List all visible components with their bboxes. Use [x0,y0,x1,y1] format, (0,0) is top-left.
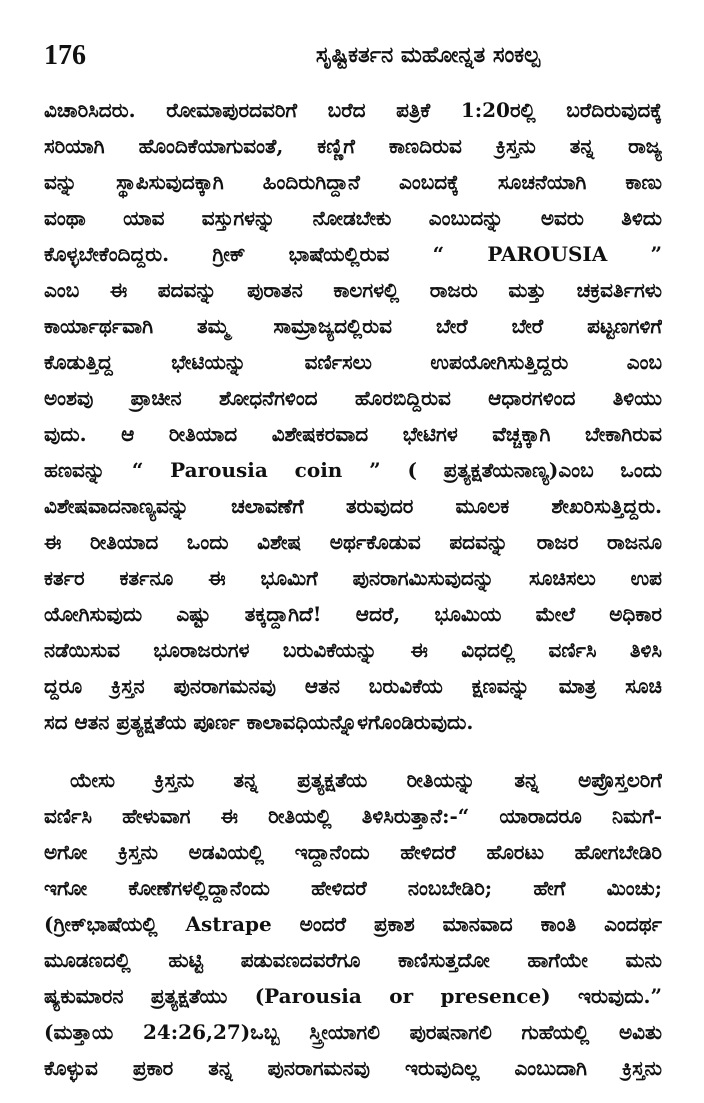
text-line: ಕರ್ತರ ಕರ್ತನೂ ಈ ಭೂಮಿಗೆ ಪುನರಾಗಮಿಸುವುದನ್ನು ಸೂಚಿಸಲು ಉಪ [44,566,662,590]
body-text [44,92,662,1086]
text-line: ಯೋಗಿಸುವುದು ಎಷ್ಟು ತಕ್ಕದ್ದಾಗಿದೆ! ಆದರೆ, ಭೂಮಿಯ ಮೇಲೆ ಅಧಿಕಾರ [44,602,662,626]
text-line: ಮೂಡಣದಲ್ಲಿ ಹುಟ್ಟಿ ಪಡುವಣದವರೆಗೂ ಕಾಣಿಸುತ್ತದೋ ಹಾಗೆಯೇ ಮನು [44,948,662,972]
text-line: ನಡೆಯಿಸುವ ಭೂರಾಜರುಗಳ ಬರುವಿಕೆಯನ್ನು ಈ ವಿಧದಲ್ಲಿ ವರ್ಣಿಸಿ ತಿಳಿಸಿ [44,638,662,662]
text-line: ವಿಶೇಷವಾದನಾಣ್ಯವನ್ನು ಚಲಾವಣೆಗೆ ತರುವುದರ ಮೂಲಕ ಶೇಖರಿಸುತ್ತಿದ್ದರು. [44,494,662,518]
page-number: 176 [44,40,86,71]
text-line: ಈ ರೀತಿಯಾದ ಒಂದು ವಿಶೇಷ ಅರ್ಥಕೊಡುವ ಪದವನ್ನು ರಾಜರ ರಾಜನೂ [44,530,662,554]
text-line: ವಿಚಾರಿಸಿದರು. ರೋಮಾಪುರದವರಿಗೆ ಬರೆದ ಪತ್ರಿಕೆ 1:20ರಲ್ಲಿ ಬರೆದಿರುವುದಕ್ಕೆ [44,98,662,122]
text-line: ಕಾರ್ಯಾರ್ಥವಾಗಿ ತಮ್ಮ ಸಾಮ್ರಾಜ್ಯದಲ್ಲಿರುವ ಬೇರೆ ಬೇರೆ ಪಟ್ಟಣಗಳಿಗೆ [44,314,662,338]
text-line: ವರ್ಣಿಸಿ ಹೇಳುವಾಗ ಈ ರೀತಿಯಲ್ಲಿ ತಿಳಿಸಿರುತ್ತಾನೆ:-“ ಯಾರಾದರೂ ನಿಮಗೆ- [44,804,662,828]
text-line: ಕೊಳ್ಳುವ ಪ್ರಕಾರ ತನ್ನ ಪುನರಾಗಮನವು ಇರುವುದಿಲ್ಲ ಎಂಬುದಾಗಿ ಕ್ರಿಸ್ತನು [44,1056,662,1080]
running-title: ಸೃಷ್ಟಿಕರ್ತನ ಮಹೋನ್ನತ ಸಂಕಲ್ಪ [315,42,541,68]
text-line: ದ್ದರೂ ಕ್ರಿಸ್ತನ ಪುನರಾಗಮನವು ಆತನ ಬರುವಿಕೆಯ ಕ್ಷಣವನ್ನು ಮಾತ್ರ ಸೂಚಿ [44,674,662,698]
text-line: ಯೇಸು ಕ್ರಿಸ್ತನು ತನ್ನ ಪ್ರತ್ಯಕ್ಷತೆಯ ರೀತಿಯನ್ನು ತನ್ನ ಅಪ್ರೊಸ್ತಲರಿಗೆ [70,768,662,792]
text-line: ಸರಿಯಾಗಿ ಹೊಂದಿಕೆಯಾಗುವಂತೆ, ಕಣ್ಣಿಗೆ ಕಾಣದಿರುವ ಕ್ರಿಸ್ತನು ತನ್ನ ರಾಜ್ಯ [44,134,662,158]
text-line: ಕೊಳ್ಳಬೇಕೆಂದಿದ್ದರು. ಗ್ರೀಕ್ ಭಾಷೆಯಲ್ಲಿರುವ “ PAROUSIA ” [44,242,662,266]
text-line: ವುದು. ಆ ರೀತಿಯಾದ ವಿಶೇಷಕರವಾದ ಭೇಟಿಗಳ ವೆಚ್ಚಕ್ಕಾಗಿ ಬೇಕಾಗಿರುವ [44,422,662,446]
text-line: ಎಂಬ ಈ ಪದವನ್ನು ಪುರಾತನ ಕಾಲಗಳಲ್ಲಿ ರಾಜರು ಮತ್ತು ಚಕ್ರವರ್ತಿಗಳು [44,278,662,302]
page-header [44,40,662,80]
text-line: ಕೊಡುತ್ತಿದ್ದ ಭೇಟಿಯನ್ನು ವರ್ಣಿಸಲು ಉಪಯೋಗಿಸುತ್ತಿದ್ದರು ಎಂಬ [44,350,662,374]
text-line: ವನ್ನು ಸ್ಥಾಪಿಸುವುದಕ್ಕಾಗಿ ಹಿಂದಿರುಗಿದ್ದಾನೆ ಎಂಬದಕ್ಕೆ ಸೂಚನೆಯಾಗಿ ಕಾಣು [44,170,662,194]
text-line: ಹಣವನ್ನು “ Parousia coin ” ( ಪ್ರತ್ಯಕ್ಷತೆಯನಾಣ್ಯ)ಎಂಬ ಒಂದು [44,458,662,482]
text-line: ವಂಥಾ ಯಾವ ವಸ್ತುಗಳನ್ನು ನೋಡಬೇಕು ಎಂಬುದನ್ನು ಅವರು ತಿಳಿದು [44,206,662,230]
text-line: (ಗ್ರೀಕ್‌ಭಾಷೆಯಲ್ಲಿ Astrape ಅಂದರೆ ಪ್ರಕಾಶ ಮಾನವಾದ ಕಾಂತಿ ಎಂದರ್ಥ [44,912,662,936]
text-line: ಅಗೋ ಕ್ರಿಸ್ತನು ಅಡವಿಯಲ್ಲಿ ಇದ್ದಾನೆಂದು ಹೇಳಿದರೆ ಹೊರಟು ಹೋಗಬೇಡಿರಿ [44,840,662,864]
text-line: ಷ್ಯಕುಮಾರನ ಪ್ರತ್ಯಕ್ಷತೆಯು (Parousia or presence) ಇರುವುದು.” [44,984,662,1008]
text-line: ಇಗೋ ಕೋಣೆಗಳಲ್ಲಿದ್ದಾನೆಂದು ಹೇಳಿದರೆ ನಂಬಬೇಡಿರಿ; ಹೇಗೆ ಮಿಂಚು; [44,876,662,900]
paragraph [44,762,662,1086]
paragraph [44,92,662,740]
text-line: ಸದ ಆತನ ಪ್ರತ್ಯಕ್ಷತೆಯ ಪೂರ್ಣ ಕಾಲಾವಧಿಯನ್ನೊಳಗೊಂಡಿರುವುದು. [44,710,474,734]
text-line: (ಮತ್ತಾಯ 24:26,27)ಒಬ್ಬ ಸ್ತ್ರೀಯಾಗಲಿ ಪುರಷನಾಗಲಿ ಗುಹೆಯಲ್ಲಿ ಅವಿತು [44,1020,662,1044]
text-line: ಅಂಶವು ಪ್ರಾಚೀನ ಶೋಧನೆಗಳಿಂದ ಹೊರಬಿದ್ದಿರುವ ಆಧಾರಗಳಿಂದ ತಿಳಿಯು [44,386,662,410]
